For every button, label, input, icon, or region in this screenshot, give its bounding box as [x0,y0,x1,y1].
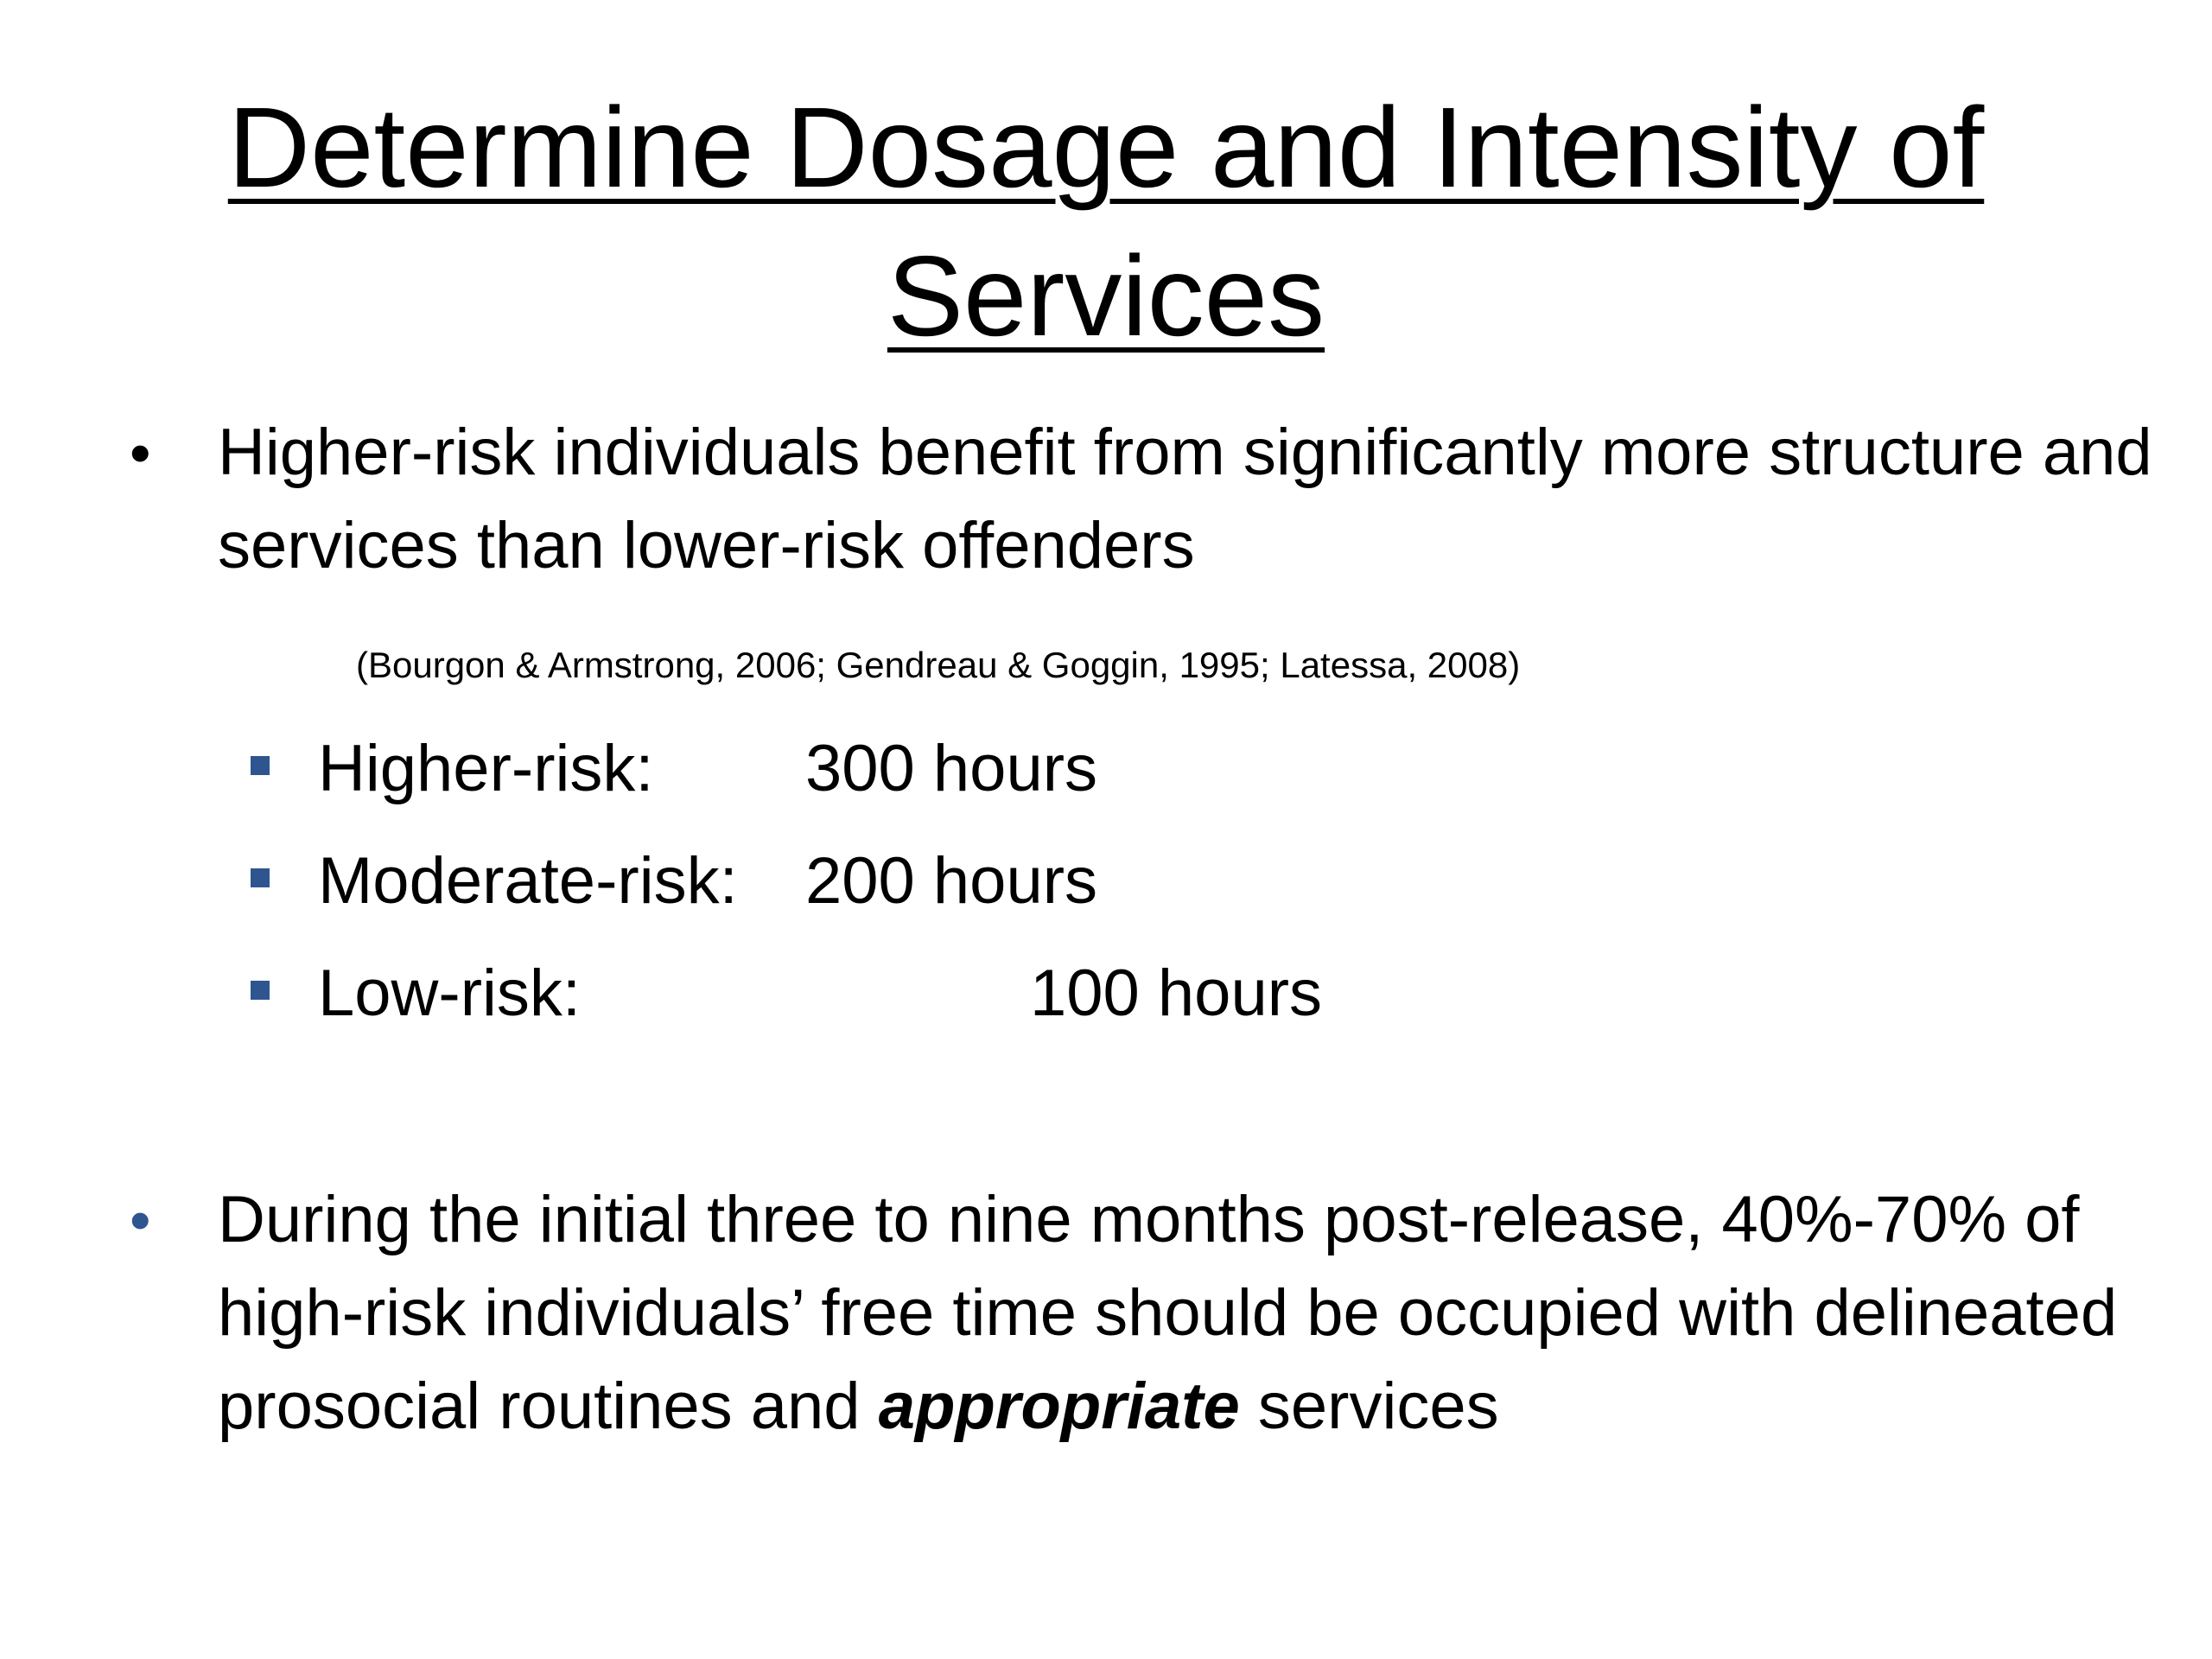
hours-value: 100 hours [1030,957,1323,1030]
slide-title: Determine Dosage and Intensity of Services [227,84,1985,359]
square-bullet-icon [251,981,270,1000]
hours-value: 300 hours [805,732,1098,805]
risk-label: Moderate-risk: [318,844,738,918]
bullet-text-end: services [1239,1370,1499,1443]
risk-label: Low-risk: [318,957,582,1030]
citation: (Bourgon & Armstrong, 2006; Gendreau & Goggin, 1995; Latessa, 2008) [356,645,1521,685]
square-bullet-icon [251,756,270,775]
bullet-text: Higher-risk individuals benefit from significantly more structure and services than lower-risk offenders [218,416,2152,582]
square-bullet-icon [251,868,270,887]
hours-value: 200 hours [805,844,1098,918]
sub-item-low-risk [251,946,1719,1041]
emphasis-appropriate: appropriate [878,1370,1240,1443]
sub-item-higher-risk [251,721,1719,817]
risk-label: Higher-risk: [318,732,654,805]
bullet-text-start: During the initial three to nine months post-release, 40%-70% of high-risk individuals’ free time should be occupied with delineated prosocial routines and [218,1183,2118,1443]
bullet-text [218,1173,2171,1453]
bullet-dot-icon: • [130,419,151,486]
sub-item-moderate-risk [251,834,1719,929]
bullet-dot-icon: • [130,1186,151,1254]
